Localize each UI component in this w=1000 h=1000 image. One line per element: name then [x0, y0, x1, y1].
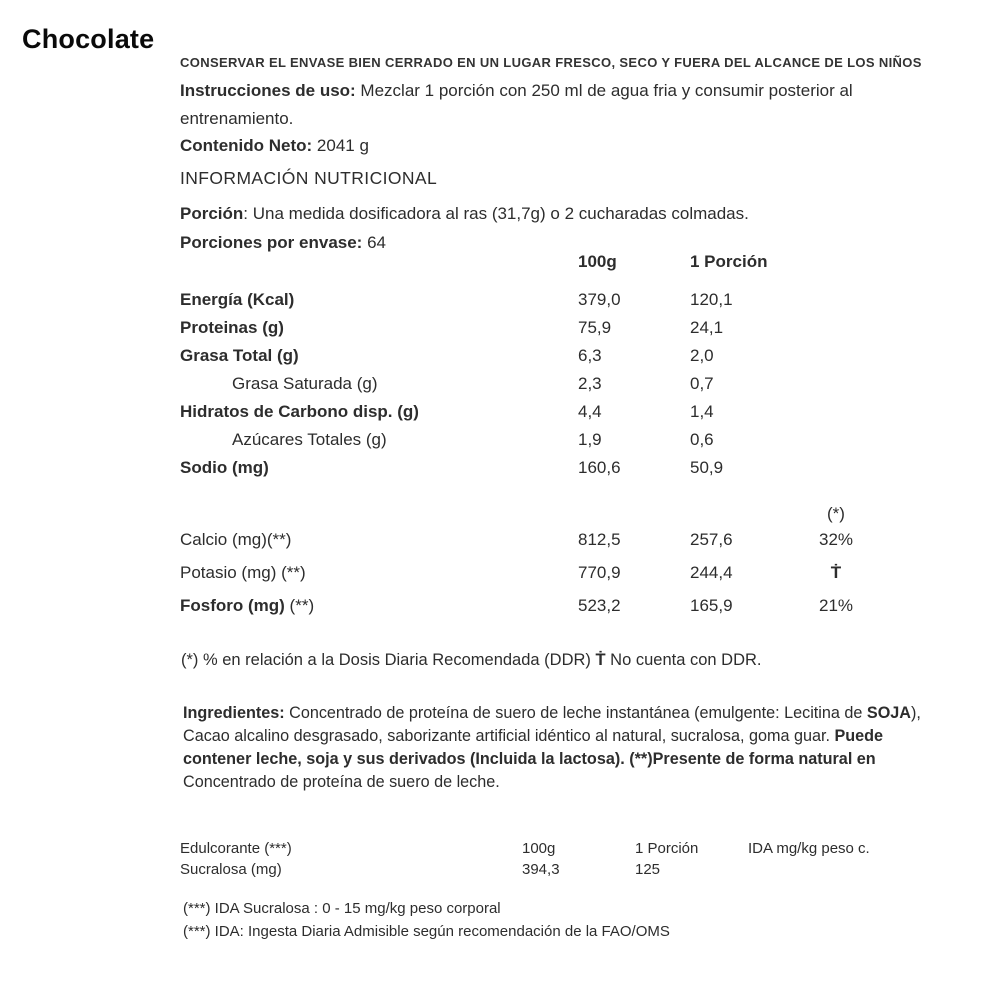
row-label: Sodio (mg) — [180, 458, 269, 477]
ddr-footnote — [181, 651, 762, 670]
serving-size-line — [180, 199, 940, 228]
row-value-100g: 1,9 — [578, 430, 602, 449]
row-value-portion: 120,1 — [690, 290, 733, 309]
column-header-portion: 1 Porción — [690, 252, 768, 271]
row-value-100g: 2,3 — [578, 374, 602, 393]
sweetener-table-header — [180, 838, 920, 859]
sweetener-header-portion: 1 Porción — [635, 840, 699, 857]
table-row-proteinas — [180, 314, 895, 342]
row-value-100g: 75,9 — [578, 318, 612, 337]
row-label: Grasa Total (g) — [180, 346, 299, 365]
column-header-ddr: (*) — [827, 504, 845, 523]
row-value-100g: 379,0 — [578, 290, 621, 309]
sweetener-row-ida — [748, 859, 920, 880]
row-value-ddr: 32% — [818, 529, 854, 549]
sweetener-row-portion: 125 — [635, 861, 661, 878]
nutrition-table — [180, 252, 895, 622]
table-row-energia — [180, 286, 895, 314]
table-row-sodio — [180, 454, 895, 482]
servings-per-container-label: Porciones por envase: — [180, 233, 363, 252]
storage-notice: CONSERVAR EL ENVASE BIEN CERRADO EN UN LUGAR FRESCO, SECO Y FUERA DEL ALCANCE DE LOS NIÑOS — [180, 55, 922, 70]
sweetener-table — [180, 838, 920, 880]
net-content-label: Contenido Neto: — [180, 136, 313, 155]
row-value-portion: 1,4 — [690, 402, 714, 421]
ddr-footnote-post: No cuenta con DDR. — [605, 651, 762, 669]
net-content — [180, 136, 369, 156]
row-value-portion: 0,6 — [690, 430, 714, 449]
nutrition-section-title: INFORMACIÓN NUTRICIONAL — [180, 168, 438, 188]
ingredients-paragraph — [183, 702, 925, 794]
row-label: Energía (Kcal) — [180, 290, 295, 309]
usage-instructions-label: Instrucciones de uso: — [180, 81, 356, 100]
row-label: Azúcares Totales (g) — [232, 430, 387, 449]
sweetener-row-100g: 394,3 — [522, 861, 560, 878]
table-row-grasa-total — [180, 342, 895, 370]
row-value-100g: 160,6 — [578, 458, 621, 477]
nutrition-table-header — [180, 252, 895, 286]
sweetener-header-ida: IDA mg/kg peso c. — [748, 840, 870, 857]
natural-presence-note: (**)Presente de forma natural en — [629, 750, 876, 768]
row-value-ddr: 21% — [818, 595, 854, 615]
row-value-portion: 257,6 — [690, 529, 733, 549]
row-label: Calcio (mg)(**) — [180, 529, 292, 549]
net-content-value: 2041 g — [312, 136, 369, 155]
column-header-100g: 100g — [578, 252, 617, 271]
dagger-symbol: Ṫ — [595, 651, 606, 669]
row-label-main: Fosforo (mg) — [180, 595, 285, 615]
flavor-title: Chocolate — [22, 24, 155, 54]
ddr-column-header-row — [180, 492, 895, 523]
row-value-portion: 50,9 — [690, 458, 724, 477]
row-label: Potasio (mg) (**) — [180, 562, 306, 582]
row-value-portion: 244,4 — [690, 562, 733, 582]
allergen-soja: SOJA — [866, 704, 911, 722]
serving-size-text: : Una medida dosificadora al ras (31,7g) o 2 cucharadas colmadas. — [243, 204, 749, 223]
table-gap — [180, 482, 895, 492]
row-value-100g: 4,4 — [578, 402, 602, 421]
ddr-footnote-pre: (*) % en relación a la Dosis Diaria Recomendada (DDR) — [181, 651, 596, 669]
row-label-suffix: (**) — [284, 595, 315, 615]
sweetener-row-label: Sucralosa (mg) — [180, 861, 282, 878]
row-value-100g: 6,3 — [578, 346, 602, 365]
row-value-100g: 770,9 — [578, 562, 621, 582]
ingredients-run: Concentrado de proteína de suero de leche instantánea (emulgente: Lecitina de — [289, 704, 867, 722]
row-label — [180, 596, 578, 616]
allergen-warning: Puede contener leche, soja y sus derivados (Incluida la lactosa). — [183, 727, 884, 768]
table-row-potasio — [180, 556, 895, 589]
row-label: Grasa Saturada (g) — [232, 374, 378, 393]
table-row-hidratos — [180, 398, 895, 426]
ingredients-run: Concentrado de proteína de suero de leche. — [183, 773, 500, 791]
ingredients-label: Ingredientes: — [183, 704, 290, 722]
servings-per-container-value: 64 — [362, 233, 386, 252]
ingredients-run: ), Cacao alcalino desgrasado, saborizante artificial idéntico al natural, sucralosa, goma guar. — [183, 704, 921, 745]
table-row-fosforo — [180, 589, 895, 622]
sweetener-header-label: Edulcorante (***) — [180, 840, 292, 857]
bottom-footnotes — [183, 897, 670, 943]
serving-size-label: Porción — [180, 204, 244, 223]
usage-instructions-text: Mezclar 1 porción con 250 ml de agua fria y consumir posterior al entrenamiento. — [180, 81, 853, 128]
footnote-ida-definition: (***) IDA: Ingesta Diaria Admisible según recomendación de la FAO/OMS — [183, 923, 670, 940]
row-value-portion: 24,1 — [690, 318, 724, 337]
row-value-portion: 2,0 — [690, 346, 714, 365]
row-label: Proteinas (g) — [180, 318, 284, 337]
row-value-portion: 0,7 — [690, 374, 714, 393]
sweetener-table-row — [180, 859, 920, 880]
footnote-ida-sucralosa: (***) IDA Sucralosa : 0 - 15 mg/kg peso corporal — [183, 900, 501, 917]
row-value-ddr-dagger: Ṫ — [830, 562, 842, 582]
usage-instructions — [180, 77, 932, 133]
serving-info — [180, 199, 940, 257]
row-value-100g: 812,5 — [578, 529, 621, 549]
sweetener-header-100g: 100g — [522, 840, 556, 857]
table-row-calcio — [180, 523, 895, 556]
row-value-portion: 165,9 — [690, 595, 733, 615]
row-value-100g: 523,2 — [578, 595, 621, 615]
row-label: Hidratos de Carbono disp. (g) — [180, 402, 419, 421]
table-row-azucares — [180, 426, 895, 454]
table-row-grasa-saturada — [180, 370, 895, 398]
